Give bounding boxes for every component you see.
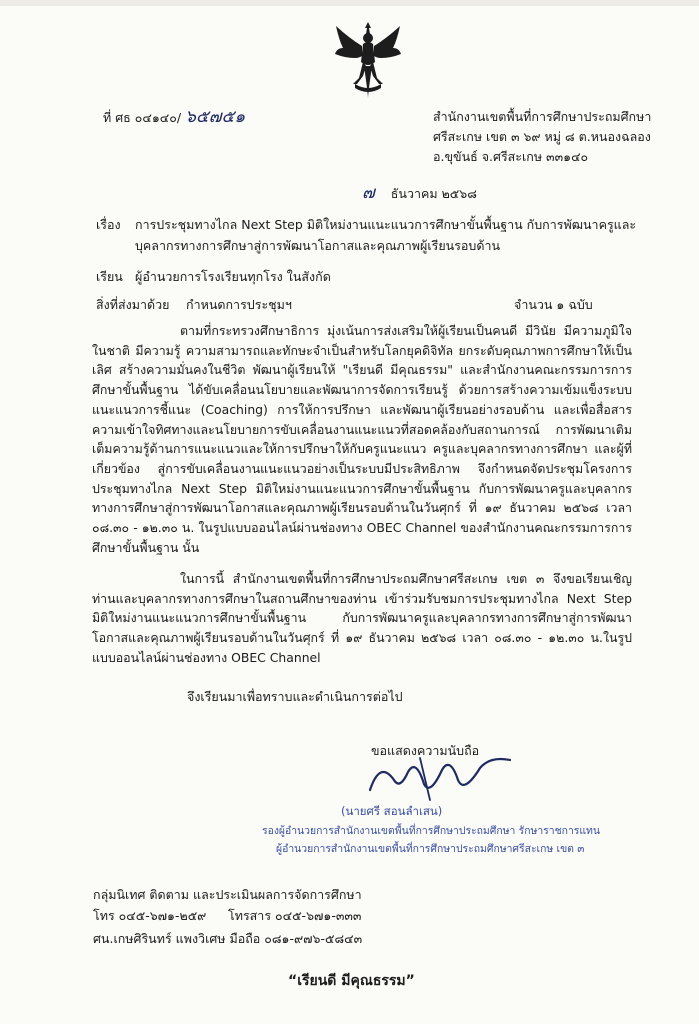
agency-line-1: สำนักงานเขตพื้นที่การศึกษาประถมศึกษา <box>433 109 652 124</box>
document-number-prefix: ที่ ศธ ๐๔๑๔๐/ <box>103 110 182 125</box>
date-month-year: ธันวาคม ๒๕๖๘ <box>390 186 477 201</box>
subject-label: เรื่อง <box>96 217 121 232</box>
signer-name: (นายศรี สอนลำเสน) <box>341 804 443 818</box>
recipient-label: เรียน <box>96 269 123 284</box>
enclosure-value: กำหนดการประชุมฯ <box>186 297 292 312</box>
respect-line: ขอแสดงความนับถือ <box>371 743 480 758</box>
date-day-handwritten: ๗ <box>362 183 375 203</box>
body-paragraph-2 <box>92 569 632 668</box>
body-paragraph-1 <box>92 321 632 557</box>
handwritten-signature <box>360 750 520 806</box>
garuda-emblem-icon <box>333 18 403 102</box>
enclosure-label: สิ่งที่ส่งมาด้วย <box>96 297 170 312</box>
recipient-value: ผู้อำนวยการโรงเรียนทุกโรง ในสังกัด <box>135 269 331 284</box>
slogan: “เรียนดี มีคุณธรรม” <box>288 973 415 989</box>
footer-phone: โทร ๐๔๕-๖๗๑-๒๕๙ <box>93 908 207 923</box>
signer-title-line-1: รองผู้อำนวยการสำนักงานเขตพื้นที่การศึกษาประถมศึกษา รักษาราชการแทน <box>262 825 601 837</box>
subject-line-2: บุคลากรทางการศึกษาสู่การพัฒนาโอกาสและคุณภาพผู้เรียนรอบด้าน <box>135 238 501 253</box>
closing-line: จึงเรียนมาเพื่อทราบและดำเนินการต่อไป <box>187 689 403 704</box>
signer-title-line-2: ผู้อำนวยการสำนักงานเขตพื้นที่การศึกษาประถมศึกษาศรีสะเกษ เขต ๓ <box>276 843 585 855</box>
footer-contact: ศน.เกษศิรินทร์ แพงวิเศษ มือถือ ๐๘๑-๙๗๖-๕๘๔๓ <box>93 931 363 946</box>
enclosure-count: จำนวน ๑ ฉบับ <box>514 297 593 312</box>
scan-edge <box>0 0 699 6</box>
agency-line-3: อ.ขุขันธ์ จ.ศรีสะเกษ ๓๓๑๔๐ <box>433 149 589 164</box>
body-paragraph-2-text: ในการนี้ สำนักงานเขตพื้นที่การศึกษาประถมศึกษาศรีสะเกษ เขต ๓ จึงขอเรียนเชิญท่านและบุคลากรทางการศึกษาในสถานศึกษาของท่าน เข้าร่วมรับชมการประชุมทางไกล Next Step มิติใหม่งานแนะแนวการศึกษาขั้นพื้นฐาน กับการพัฒนาครูและบุคลากรทางการศึกษาสู่การพัฒนาโอกาสและคุณภาพผู้เรียนรอบด้านในวันศุกร์ ที่ ๑๙ ธันวาคม ๒๕๖๘ เวลา ๐๘.๓๐ - ๑๒.๓๐ น.ในรูปแบบออนไลน์ผ่านช่องทาง OBEC Channel <box>92 571 632 665</box>
footer-department: กลุ่มนิเทศ ติดตาม และประเมินผลการจัดการศึกษา <box>93 887 362 902</box>
agency-line-2: ศรีสะเกษ เขต ๓ ๖๙ หมู่ ๘ ต.หนองฉลอง <box>433 129 651 144</box>
document-number <box>103 108 245 127</box>
footer-fax: โทรสาร ๐๔๕-๖๗๑-๓๓๓ <box>228 908 362 923</box>
body-paragraph-1-text: ตามที่กระทรวงศึกษาธิการ มุ่งเน้นการส่งเสริมให้ผู้เรียนเป็นคนดี มีวินัย มีความภูมิใจในชาติ มีความรู้ ความสามารถและทักษะจำเป็นสำหรับโลกยุคดิจิทัล ยกระดับคุณภาพการศึกษาให้เป็นเลิศ สร้างความมั่นคงในชีวิต พัฒนาผู้เรียนให้ "เรียนดี มีคุณธรรม" และสำนักงานคณะกรรมการการศึกษาขั้นพื้นฐาน ได้ขับเคลื่อนนโยบายและพัฒนาการจัดการเรียนรู้ ด้วยการสร้างความเข้มแข็งระบบแนะแนวการชี้แนะ (Coaching) การให้การปรึกษา และพัฒนาผู้เรียนอย่างรอบด้าน และเพื่อสื่อสารความเข้าใจทิศทางและนโยบายการขับเคลื่อนงานแนะแนวที่สอดคล้องกับสถานการณ์ การพัฒนาเติมเต็มความรู้ด้านการแนะแนวและให้การปรึกษาให้กับครูแนะแนว ครูและบุคลากรทางการศึกษา และผู้ที่เกี่ยวข้อง สู่การขับเคลื่อนงานแนะแนวอย่างเป็นระบบมีประสิทธิภาพ จึงกำหนดจัดประชุมโครงการประชุมทางไกล Next Step มิติใหม่งานแนะแนวการศึกษาขั้นพื้นฐาน กับการพัฒนาครูและบุคลากรทางการศึกษาสู่การพัฒนาโอกาสและคุณภาพผู้เรียนรอบด้านในวันศุกร์ ที่ ๑๙ ธันวาคม ๒๕๖๘ เวลา ๐๘.๓๐ - ๑๒.๓๐ น. ในรูปแบบออนไลน์ผ่านช่องทาง OBEC Channel ของสำนักงานคณะกรรมการการศึกษาขั้นพื้นฐาน นั้น <box>92 323 632 555</box>
letter-date <box>362 184 477 203</box>
document-number-handwritten: ๖๕๗๕๑ <box>185 107 246 127</box>
subject-line-1: การประชุมทางไกล Next Step มิติใหม่งานแนะแนวการศึกษาขั้นพื้นฐาน กับการพัฒนาครูและ <box>135 217 637 232</box>
